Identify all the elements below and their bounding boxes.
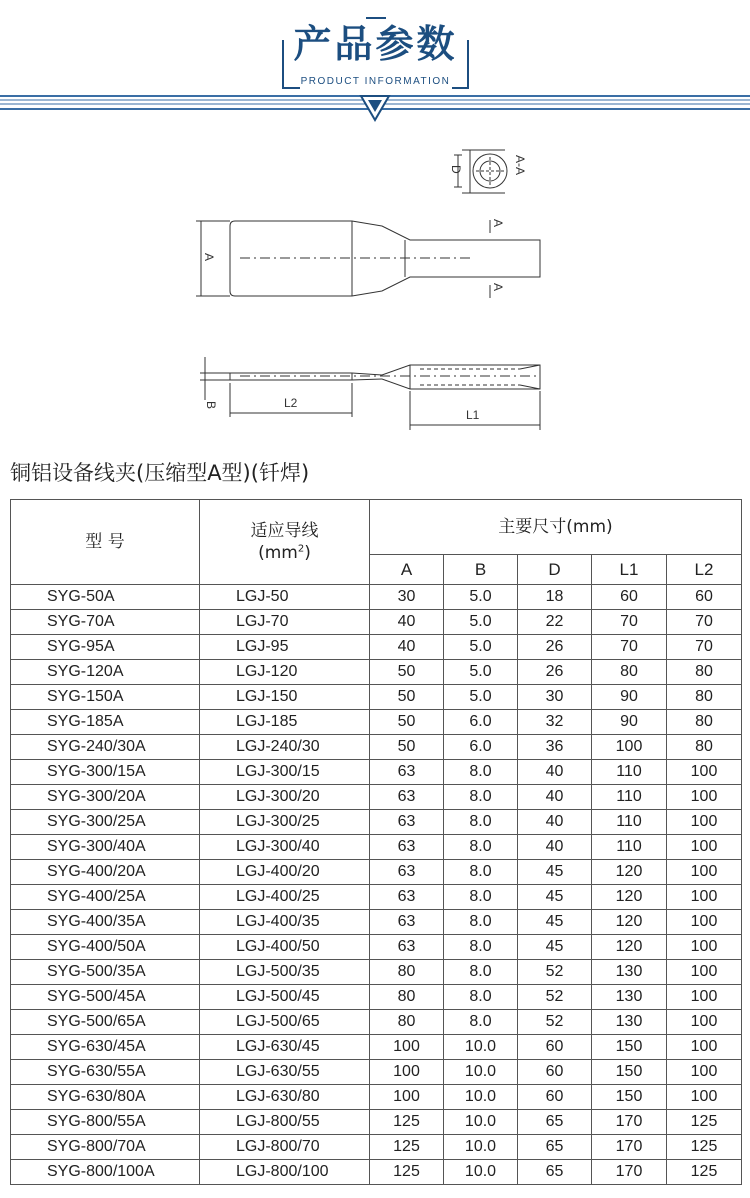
cell-a: 63: [370, 935, 444, 960]
cell-l1: 120: [592, 910, 667, 935]
cell-b: 8.0: [444, 785, 518, 810]
cell-l2: 100: [667, 785, 742, 810]
cell-l2: 100: [667, 1060, 742, 1085]
cell-a: 125: [370, 1160, 444, 1185]
header-wire-close: ): [304, 543, 311, 563]
header-sub-l2: L2: [667, 555, 742, 585]
cell-model: SYG-50A: [11, 585, 200, 610]
cell-l2: 80: [667, 685, 742, 710]
cell-model: SYG-630/80A: [11, 1085, 200, 1110]
cell-d: 65: [518, 1135, 592, 1160]
cell-a: 50: [370, 735, 444, 760]
cell-d: 52: [518, 1010, 592, 1035]
cell-d: 45: [518, 935, 592, 960]
label-d: D: [449, 165, 463, 174]
cell-d: 45: [518, 885, 592, 910]
cell-b: 6.0: [444, 735, 518, 760]
cell-l2: 70: [667, 635, 742, 660]
cell-a: 125: [370, 1110, 444, 1135]
cell-wire: LGJ-300/15: [200, 760, 370, 785]
cell-model: SYG-300/40A: [11, 835, 200, 860]
cell-a: 125: [370, 1135, 444, 1160]
cell-wire: LGJ-630/80: [200, 1085, 370, 1110]
cell-b: 5.0: [444, 635, 518, 660]
header-wire-sup: 2: [297, 543, 305, 555]
cell-d: 65: [518, 1160, 592, 1185]
table-row: [11, 860, 742, 885]
cell-b: 8.0: [444, 860, 518, 885]
cell-a: 100: [370, 1035, 444, 1060]
cell-l2: 100: [667, 960, 742, 985]
cell-d: 18: [518, 585, 592, 610]
cell-b: 8.0: [444, 835, 518, 860]
cell-l2: 100: [667, 835, 742, 860]
cell-l1: 150: [592, 1085, 667, 1110]
cell-l2: 100: [667, 810, 742, 835]
cell-l1: 70: [592, 635, 667, 660]
cell-model: SYG-800/70A: [11, 1135, 200, 1160]
cell-b: 8.0: [444, 885, 518, 910]
table-row: [11, 735, 742, 760]
cell-a: 50: [370, 710, 444, 735]
cell-wire: LGJ-400/35: [200, 910, 370, 935]
cell-b: 8.0: [444, 985, 518, 1010]
cell-wire: LGJ-400/50: [200, 935, 370, 960]
header-sub-a: A: [370, 555, 444, 585]
cell-model: SYG-630/45A: [11, 1035, 200, 1060]
cell-model: SYG-500/65A: [11, 1010, 200, 1035]
cell-l1: 170: [592, 1135, 667, 1160]
cell-a: 63: [370, 760, 444, 785]
cell-wire: LGJ-95: [200, 635, 370, 660]
cell-model: SYG-300/25A: [11, 810, 200, 835]
cell-b: 10.0: [444, 1035, 518, 1060]
cell-l1: 110: [592, 810, 667, 835]
cell-a: 100: [370, 1085, 444, 1110]
table-row: [11, 585, 742, 610]
cell-l1: 60: [592, 585, 667, 610]
cell-l2: 80: [667, 660, 742, 685]
label-b: B: [204, 401, 218, 410]
banner-title: 产品参数: [293, 22, 458, 66]
label-a-top: A: [491, 219, 505, 228]
header-wire: [200, 500, 370, 585]
table-row: [11, 760, 742, 785]
cell-model: SYG-300/15A: [11, 760, 200, 785]
cell-d: 52: [518, 985, 592, 1010]
table-title: 铜铝设备线夹(压缩型A型)(钎焊): [10, 461, 310, 485]
table-row: [11, 1160, 742, 1185]
cell-a: 63: [370, 860, 444, 885]
cell-a: 100: [370, 1060, 444, 1085]
table-row: [11, 1035, 742, 1060]
cell-l2: 100: [667, 985, 742, 1010]
cell-wire: LGJ-800/100: [200, 1160, 370, 1185]
cell-d: 40: [518, 810, 592, 835]
cell-a: 80: [370, 960, 444, 985]
spec-table-body: [11, 585, 742, 1185]
cell-l2: 100: [667, 1010, 742, 1035]
cell-l1: 100: [592, 735, 667, 760]
cell-a: 63: [370, 885, 444, 910]
table-row: [11, 685, 742, 710]
cell-l2: 125: [667, 1135, 742, 1160]
cell-model: SYG-95A: [11, 635, 200, 660]
cell-l1: 90: [592, 685, 667, 710]
cell-d: 36: [518, 735, 592, 760]
cell-a: 63: [370, 785, 444, 810]
cell-a: 80: [370, 1010, 444, 1035]
header-wire-line1: 适应导线: [250, 521, 319, 541]
cell-l2: 70: [667, 610, 742, 635]
cell-b: 5.0: [444, 585, 518, 610]
cell-b: 10.0: [444, 1110, 518, 1135]
cell-d: 22: [518, 610, 592, 635]
cell-a: 63: [370, 835, 444, 860]
header-wire-unit: (mm: [258, 543, 298, 563]
label-section: A-A: [513, 155, 527, 176]
cell-wire: LGJ-300/20: [200, 785, 370, 810]
cell-d: 26: [518, 635, 592, 660]
cell-l1: 120: [592, 860, 667, 885]
cell-b: 8.0: [444, 935, 518, 960]
cell-model: SYG-400/20A: [11, 860, 200, 885]
cell-b: 8.0: [444, 810, 518, 835]
cell-model: SYG-500/45A: [11, 985, 200, 1010]
header-sub-d: D: [518, 555, 592, 585]
cell-a: 80: [370, 985, 444, 1010]
table-row: [11, 835, 742, 860]
cell-model: SYG-630/55A: [11, 1060, 200, 1085]
label-a-left: A: [202, 253, 216, 262]
cell-l1: 130: [592, 960, 667, 985]
cell-a: 40: [370, 635, 444, 660]
cell-b: 8.0: [444, 960, 518, 985]
cell-wire: LGJ-400/20: [200, 860, 370, 885]
cell-l1: 120: [592, 935, 667, 960]
cell-wire: LGJ-500/35: [200, 960, 370, 985]
cell-l1: 130: [592, 1010, 667, 1035]
cell-wire: LGJ-800/55: [200, 1110, 370, 1135]
cell-model: SYG-400/35A: [11, 910, 200, 935]
table-row: [11, 1010, 742, 1035]
cell-a: 40: [370, 610, 444, 635]
cell-l2: 125: [667, 1110, 742, 1135]
cell-a: 50: [370, 660, 444, 685]
cell-wire: LGJ-630/55: [200, 1060, 370, 1085]
header-model: 型 号: [11, 500, 200, 585]
table-row: [11, 785, 742, 810]
cell-b: 5.0: [444, 660, 518, 685]
cell-model: SYG-500/35A: [11, 960, 200, 985]
table-row: [11, 1135, 742, 1160]
header-sub-b: B: [444, 555, 518, 585]
cell-l1: 80: [592, 660, 667, 685]
cell-a: 63: [370, 810, 444, 835]
label-a-bottom: A: [491, 283, 505, 292]
cell-d: 30: [518, 685, 592, 710]
table-row: [11, 910, 742, 935]
clamp-drawing: [0, 125, 750, 445]
spec-table: [10, 499, 742, 1185]
cell-l1: 150: [592, 1035, 667, 1060]
cell-d: 60: [518, 1060, 592, 1085]
cell-l2: 125: [667, 1160, 742, 1185]
cell-l2: 100: [667, 1085, 742, 1110]
cell-b: 5.0: [444, 685, 518, 710]
cell-d: 60: [518, 1085, 592, 1110]
cell-l1: 90: [592, 710, 667, 735]
table-row: [11, 810, 742, 835]
cell-b: 5.0: [444, 610, 518, 635]
table-row: [11, 610, 742, 635]
cell-wire: LGJ-300/25: [200, 810, 370, 835]
table-row: [11, 1060, 742, 1085]
cell-l2: 100: [667, 885, 742, 910]
cell-model: SYG-70A: [11, 610, 200, 635]
cell-model: SYG-300/20A: [11, 785, 200, 810]
table-row: [11, 935, 742, 960]
cell-d: 45: [518, 910, 592, 935]
cell-wire: LGJ-240/30: [200, 735, 370, 760]
cell-l1: 110: [592, 760, 667, 785]
top-view: [196, 220, 540, 298]
cell-l1: 110: [592, 835, 667, 860]
cell-l1: 120: [592, 885, 667, 910]
cell-b: 8.0: [444, 1010, 518, 1035]
cell-l1: 70: [592, 610, 667, 635]
cell-b: 10.0: [444, 1135, 518, 1160]
cell-wire: LGJ-50: [200, 585, 370, 610]
banner-subtitle: PRODUCT INFORMATION: [300, 76, 451, 87]
cell-wire: LGJ-400/25: [200, 885, 370, 910]
cell-l2: 60: [667, 585, 742, 610]
table-row: [11, 660, 742, 685]
cell-l2: 100: [667, 860, 742, 885]
table-row: [11, 960, 742, 985]
cell-model: SYG-800/100A: [11, 1160, 200, 1185]
cell-d: 40: [518, 835, 592, 860]
cell-d: 32: [518, 710, 592, 735]
cell-a: 63: [370, 910, 444, 935]
cell-d: 40: [518, 760, 592, 785]
table-row: [11, 985, 742, 1010]
table-row: [11, 1085, 742, 1110]
table-row: [11, 710, 742, 735]
cell-wire: LGJ-300/40: [200, 835, 370, 860]
cell-wire: LGJ-630/45: [200, 1035, 370, 1060]
side-view: [200, 357, 540, 430]
technical-drawing: [0, 125, 750, 445]
cell-model: SYG-240/30A: [11, 735, 200, 760]
cell-l2: 80: [667, 710, 742, 735]
label-l2: L2: [284, 396, 298, 410]
header-wire-line2: [200, 542, 369, 564]
table-row: [11, 635, 742, 660]
cell-model: SYG-120A: [11, 660, 200, 685]
cell-model: SYG-400/25A: [11, 885, 200, 910]
cell-l2: 100: [667, 910, 742, 935]
cell-model: SYG-185A: [11, 710, 200, 735]
cell-b: 8.0: [444, 760, 518, 785]
cell-b: 10.0: [444, 1060, 518, 1085]
cell-model: SYG-400/50A: [11, 935, 200, 960]
cell-l2: 100: [667, 1035, 742, 1060]
cell-b: 6.0: [444, 710, 518, 735]
cell-wire: LGJ-500/65: [200, 1010, 370, 1035]
cell-l1: 150: [592, 1060, 667, 1085]
cell-d: 52: [518, 960, 592, 985]
cell-l2: 100: [667, 935, 742, 960]
cell-b: 10.0: [444, 1160, 518, 1185]
cell-wire: LGJ-150: [200, 685, 370, 710]
cell-l1: 110: [592, 785, 667, 810]
cell-d: 45: [518, 860, 592, 885]
cell-model: SYG-800/55A: [11, 1110, 200, 1135]
header-dims: 主要尺寸(mm): [370, 500, 742, 555]
header-banner: [0, 0, 750, 125]
cell-wire: LGJ-800/70: [200, 1135, 370, 1160]
cell-d: 60: [518, 1035, 592, 1060]
label-l1: L1: [466, 408, 480, 422]
cell-wire: LGJ-500/45: [200, 985, 370, 1010]
cell-l1: 170: [592, 1110, 667, 1135]
cell-wire: LGJ-70: [200, 610, 370, 635]
cell-b: 10.0: [444, 1085, 518, 1110]
cell-l2: 80: [667, 735, 742, 760]
cell-d: 65: [518, 1110, 592, 1135]
cell-l2: 100: [667, 760, 742, 785]
cell-b: 8.0: [444, 910, 518, 935]
cell-d: 40: [518, 785, 592, 810]
header-sub-l1: L1: [592, 555, 667, 585]
cell-a: 50: [370, 685, 444, 710]
cell-l1: 130: [592, 985, 667, 1010]
cell-model: SYG-150A: [11, 685, 200, 710]
table-row: [11, 885, 742, 910]
table-row: [11, 1110, 742, 1135]
cell-l1: 170: [592, 1160, 667, 1185]
cell-wire: LGJ-185: [200, 710, 370, 735]
cell-d: 26: [518, 660, 592, 685]
cell-wire: LGJ-120: [200, 660, 370, 685]
cell-a: 30: [370, 585, 444, 610]
